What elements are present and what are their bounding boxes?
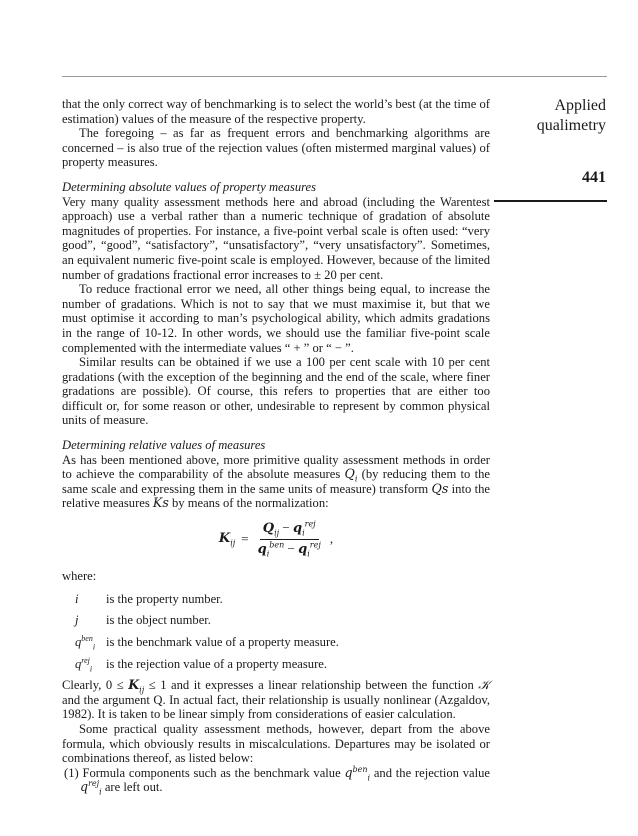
list-item-1: (1) Formula components such as the benchmark value $q^{ben}_i$ and the rejection value $q^{rej}_i$ are left out. xyxy=(64,764,490,797)
where-label: where: xyxy=(62,569,97,584)
paragraph-3: Very many quality assessment methods here and abroad (including the Warentest approach) use a verbal rather than a numeric technique of gradation of absolute magnitudes of properties. For instance, a five-point verbal scale is often used: “very good”, “good”, “satisfactory”, “unsatisfactory”, “very unsatisfactory”. Sometimes, an equivalent numeric five-point scale is employed. However, because of the limited number of gradations fractional error increases to ± 20 per cent. xyxy=(62,194,490,282)
body-text xyxy=(62,97,490,795)
paragraph-4: To reduce fractional error we need, all other things being equal, to increase the number of gradations. Which is not to say that we must maximise it, but that we must optimise it according to man’s psychological ability, which admits gradations in the range of 10-12. In other words, we should use the familiar five-point scale complemented with the intermediate values “ + ” or “ − ”. xyxy=(62,282,490,355)
section-heading-relative: Determining relative values of measures xyxy=(62,438,266,453)
side-rule xyxy=(494,200,607,202)
paragraph-1: that the only correct way of benchmarking is to select the world’s best (at the time of estimation) values of the measure of the respective property. xyxy=(62,97,490,126)
definition-item: $q^{ben}_i$ is the benchmark value of a property measure. xyxy=(75,633,339,652)
definition-list xyxy=(62,591,490,674)
paragraph-8: Some practical quality assessment methods, however, depart from the above formula, which obviously results in miscalculations. Departures may be isolated or combinations thereof, as listed below: xyxy=(62,721,490,766)
paragraph-2: The foregoing – as far as frequent errors and benchmarking algorithms are concerned – is also true of the rejection values (often mistermed marginal values) of property measures. xyxy=(62,126,490,170)
running-header xyxy=(500,96,606,188)
section-heading-absolute: Determining absolute values of property measures xyxy=(62,179,317,194)
normalization-equation: $K_{ij}$ = $\frac{Q_{ij} - q_i^{rej}}{q_i^{ben} - q_i^{rej}}$ , xyxy=(218,519,334,559)
paragraph-5: Similar results can be obtained if we use a 100 per cent scale with 10 per cent gradations (with the exception of the beginning and the end of the scale, where finer gradations are possible). Of course, this refers to properties that are either too difficult or, for some reason or other, undesirable to represent by common physical units of measure. xyxy=(62,355,490,428)
paragraph-6: As has been mentioned above, more primitive quality assessment methods in order to achieve the comparability of the absolute measures $Q_i$ (by reducing them to the same scale and expressing them in the same units of measure) transform Qs into the relative measures Ks by means of the normalization: xyxy=(62,452,491,511)
paragraph-7: Clearly, $0 \le K_{ij} \le 1$ and it expresses a linear relationship between the function 𝒦 and the argument Q. In actual fact, their relationship is usually nonlinear (Azgaldov, 1982). It is taken to be linear simply from considerations of easier calculation. xyxy=(62,677,490,722)
definition-item: i is the property number. xyxy=(75,591,223,606)
definition-item: j is the object number. xyxy=(75,613,211,628)
page-number: 441 xyxy=(582,169,606,186)
top-rule xyxy=(62,76,607,77)
definition-item: $q^{rej}_i$ is the rejection value of a property measure. xyxy=(75,655,327,674)
journal-title: Applied qualimetry xyxy=(536,97,606,134)
